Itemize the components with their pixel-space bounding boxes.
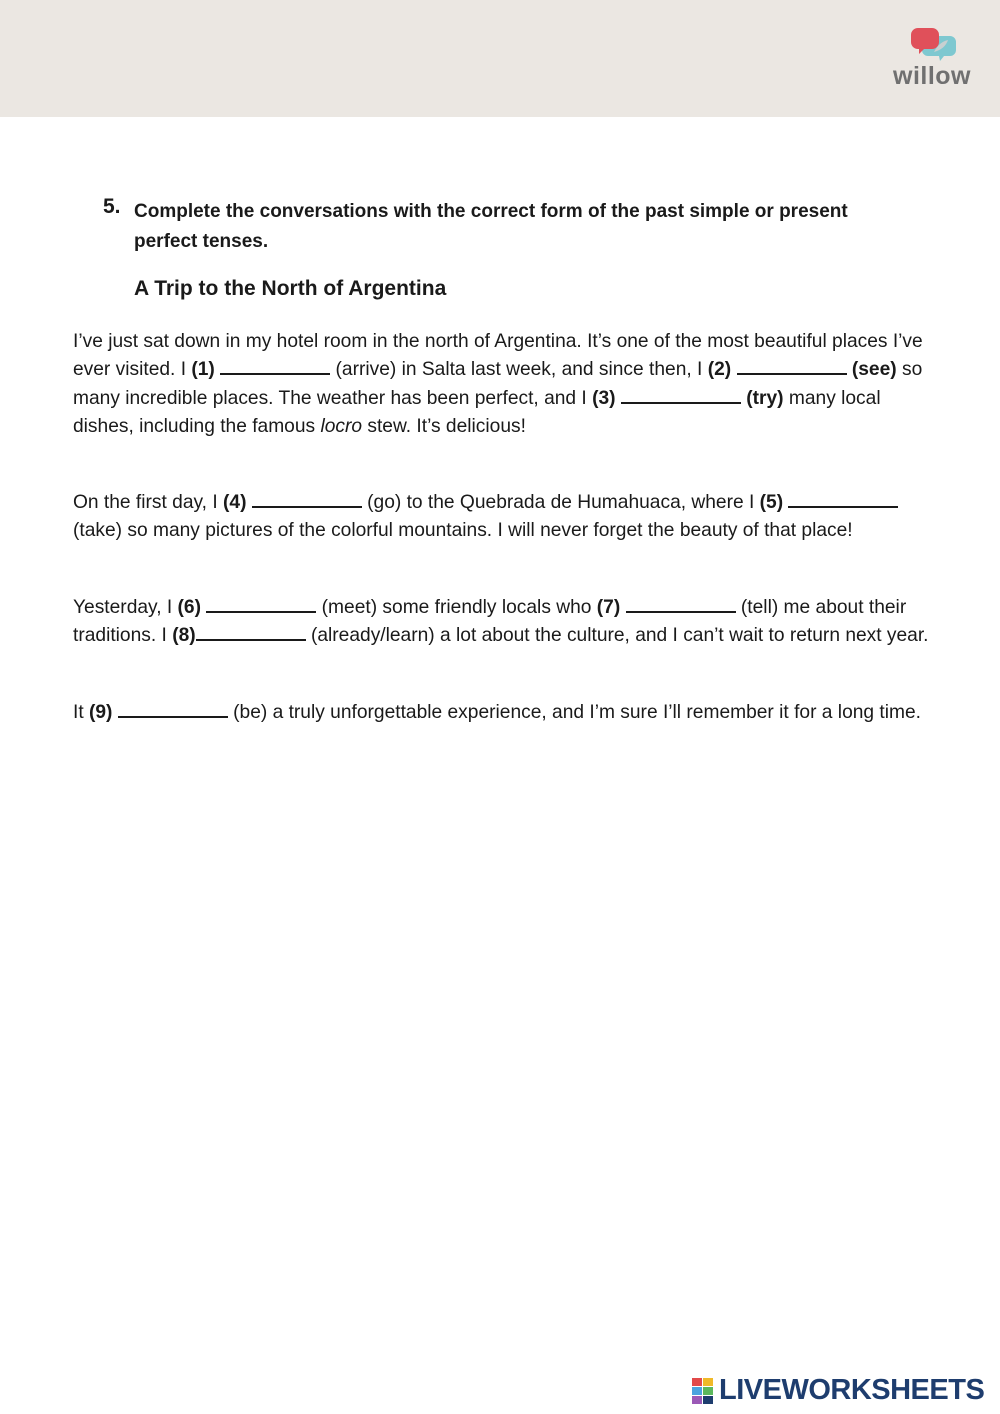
blank-9[interactable] xyxy=(118,700,228,718)
verb-hint-2: (see) xyxy=(851,359,897,381)
text: stew. It’s delicious! xyxy=(362,415,526,437)
logo-text: willow xyxy=(893,62,971,90)
text: (be) a truly unforgettable experience, and I’m sure I’ll remember it for a long time. xyxy=(227,702,921,723)
blank-number-2: (2) xyxy=(707,359,732,381)
blank-number-4: (4) xyxy=(223,492,247,513)
story-paragraph-4 xyxy=(73,699,933,727)
text: It xyxy=(73,702,89,723)
text: (go) to the Quebrada de Humahuaca, where I xyxy=(361,492,760,513)
page-header xyxy=(0,0,1000,117)
blank-number-9: (9) xyxy=(89,702,113,723)
text: Yesterday, I xyxy=(73,597,178,618)
blank-7[interactable] xyxy=(626,595,736,613)
story-paragraph-3 xyxy=(73,594,933,651)
blank-5[interactable] xyxy=(788,490,898,508)
italic-word: locro xyxy=(320,415,363,437)
story-paragraph-1 xyxy=(73,328,933,441)
text: many local dishes, including the famous xyxy=(73,387,881,437)
blank-1[interactable] xyxy=(220,357,330,375)
brand-text: LIVEWORKSHEETS xyxy=(719,1374,985,1406)
text: (tell) me about their traditions. I xyxy=(73,597,907,647)
text: (meet) some friendly locals who xyxy=(316,597,597,618)
text: (take) so many pictures of the colorful mountains. I will never forget the beauty of that place! xyxy=(73,520,853,542)
blank-number-7: (7) xyxy=(596,597,621,618)
blank-3[interactable] xyxy=(621,386,741,404)
text: I’ve just sat down in my hotel room in the north of Argentina. It’s one of the most beautiful places I’ve ever visited. I xyxy=(73,331,923,381)
verb-hint-3: (try) xyxy=(746,387,784,409)
text: On the first day, I xyxy=(73,492,224,513)
blank-number-8: (8) xyxy=(172,625,196,647)
blank-number-1: (1) xyxy=(191,359,215,381)
liveworksheets-brand xyxy=(692,1374,992,1408)
blank-8[interactable] xyxy=(196,623,306,641)
blank-number-6: (6) xyxy=(177,597,201,618)
blank-6[interactable] xyxy=(206,595,316,613)
story-title: A Trip to the North of Argentina xyxy=(134,277,447,300)
willow-logo xyxy=(890,26,980,96)
task-instruction-text: Complete the conversations with the correct form of the past simple or present perfect tenses. xyxy=(134,201,848,252)
text: (already/learn) a lot about the culture, and I can’t wait to return next year. xyxy=(305,625,929,647)
blank-2[interactable] xyxy=(737,357,847,375)
story-paragraph-2 xyxy=(73,489,933,546)
text: so many incredible places. The weather has been perfect, and I xyxy=(73,359,923,409)
blank-number-3: (3) xyxy=(592,387,616,409)
blank-4[interactable] xyxy=(252,490,362,508)
task-number: 5. xyxy=(103,195,121,218)
text: (arrive) in Salta last week, and since then, I xyxy=(330,359,708,381)
blank-number-5: (5) xyxy=(759,492,784,513)
speech-bubbles-icon xyxy=(910,26,956,64)
liveworksheets-icon xyxy=(692,1378,714,1404)
